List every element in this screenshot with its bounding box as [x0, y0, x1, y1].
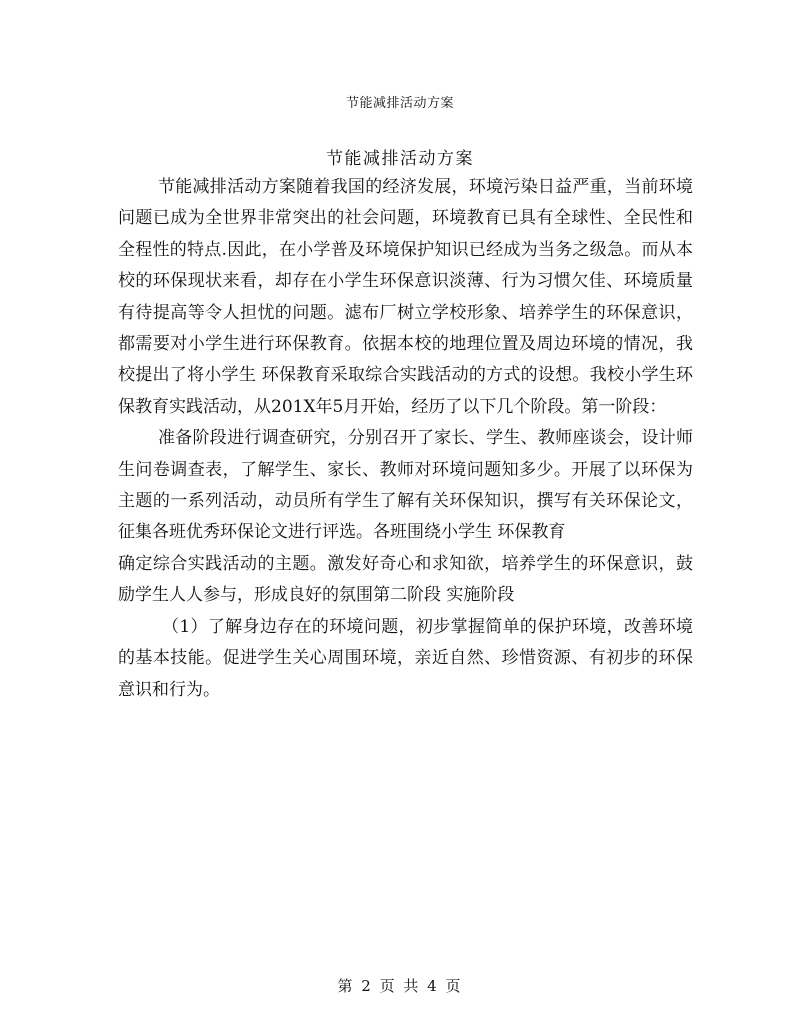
paragraph-item-one: （1）了解身边存在的环境问题，初步掌握简单的保护环境，改善环境的基本技能。促进学生关心周围环境，亲近自然、珍惜资源、有初步的环保意识和行为。: [118, 616, 693, 700]
paragraph-theme: 确定综合实践活动的主题。激发好奇心和求知欲，培养学生的环保意识，鼓励学生人人参与，形成良好的氛围第二阶段 实施阶段: [118, 553, 693, 606]
paragraph-intro: 节能减排活动方案随着我国的经济发展，环境污染日益严重，当前环境问题已成为全世界非常突出的社会问题，环境教育已具有全球性、全民性和全程性的特点.因此，在小学普及环境保护知识已经成为当务之级急。而从本校的环保现状来看，却存在小学生环保意识淡薄、行为习惯欠佳、环境质量有待提高等令人担忧的问题。滤布厂树立学校形象、培养学生的环保意识，都需要对小学生进行环保教育。依据本校的地理位置及周边环境的情况，我校提出了将小学生 环保教育采取综合实践活动的方式的设想。我校小学生环保教育实践活动，从201X年5月开始，经历了以下几个阶段。第一阶段：: [118, 177, 693, 417]
document-body: [118, 172, 693, 706]
running-header: 节能减排活动方案: [345, 96, 454, 111]
page-number-footer: 第 2 页 共 4 页: [337, 977, 463, 995]
document-title: 节能减排活动方案: [326, 149, 474, 169]
paragraph-stage-one: 准备阶段进行调查研究，分别召开了家长、学生、教师座谈会，设计师生问卷调查表，了解学生、家长、教师对环境问题知多少。开展了以环保为主题的一系列活动，动员所有学生了解有关环保知识，撰写有关环保论文，征集各班优秀环保论文进行评选。各班围绕小学生 环保教育: [118, 428, 693, 543]
